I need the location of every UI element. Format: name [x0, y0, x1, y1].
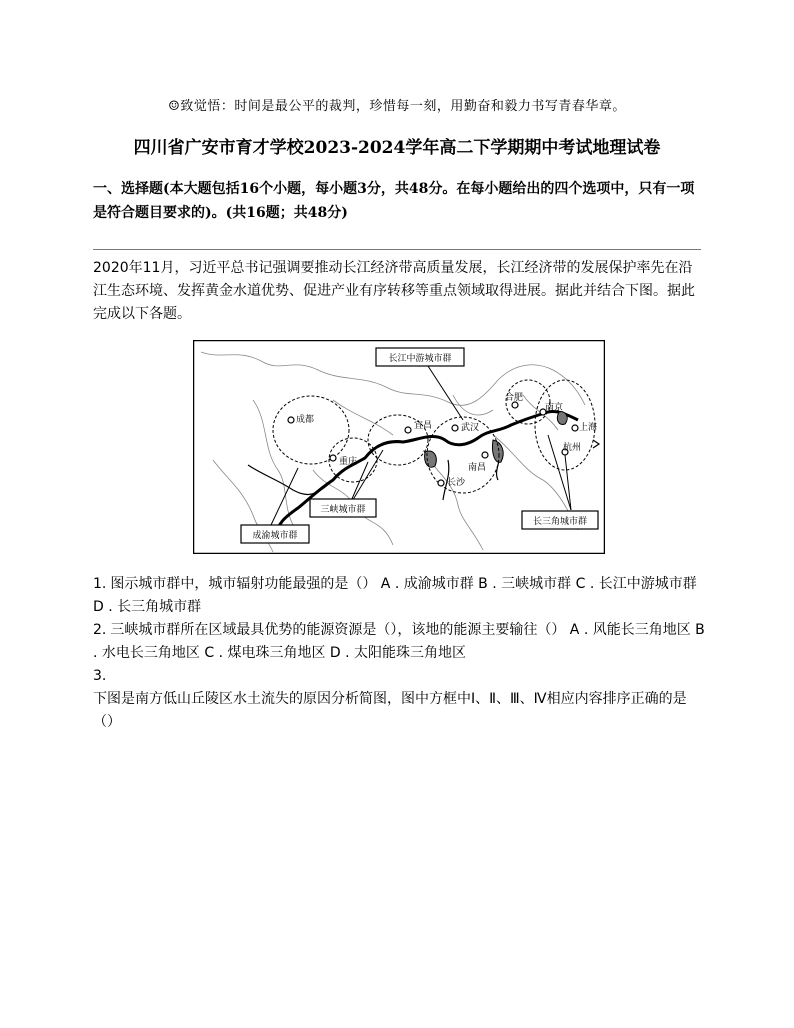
question-2: [93, 619, 705, 665]
taihu-lake: [557, 412, 567, 425]
question-text: 三峡城市群所在区域最具优势的能源资源是（），该地的能源主要输往（） A . 风能长三角地区 B . 水电长三角地区 C . 煤电珠三角地区 D . 太阳能珠三角地区: [93, 622, 705, 661]
section-heading: 一、选择题(本大题包括16个小题，每小题3分，共48分。在每小题给出的四个选项中，只有一项是符合题目要求的)。(共16题；共48分): [93, 181, 695, 221]
question-number: 2.: [93, 622, 107, 638]
city-chongqing: 重庆: [339, 457, 358, 467]
question-list: [93, 573, 705, 734]
city-chengdu: 成都: [296, 415, 315, 425]
question-number: 1.: [93, 576, 107, 592]
divider: [93, 249, 701, 250]
yangtze-economic-belt-map: [193, 340, 605, 554]
city-wuhan: 武汉: [461, 423, 480, 433]
city-yichang: 宜昌: [414, 421, 433, 431]
question-1: [93, 573, 705, 619]
question-3: [93, 688, 705, 734]
city-hangzhou: 杭州: [563, 443, 582, 453]
exam-title: 四川省广安市育才学校2023-2024学年高二下学期期中考试地理试卷: [133, 138, 661, 158]
question-3-number: [93, 665, 705, 688]
motto-line: ☺致觉悟：时间是最公平的裁判，珍惜每一刻，用勤奋和毅力书写青春华章。: [168, 99, 626, 114]
city-nanchang: 南昌: [468, 463, 487, 473]
question-text: 图示城市群中，城市辐射功能最强的是（） A . 成渝城市群 B . 三峡城市群 C . 长江中游城市群 D . 长三角城市群: [93, 576, 697, 615]
question-text: 下图是南方低山丘陵区水土流失的原因分析简图，图中方框中Ⅰ、Ⅱ、Ⅲ、Ⅳ相应内容排序正确的是（）: [93, 691, 687, 730]
city-shanghai: 上海: [579, 423, 598, 433]
city-hefei: 合肥: [505, 393, 524, 403]
question-number: 3.: [93, 668, 107, 684]
label-chengyu-cluster: 成渝城市群: [252, 531, 298, 541]
city-changsha: 长沙: [447, 478, 466, 488]
label-middle-cluster: 长江中游城市群: [388, 354, 452, 364]
city-nanjing: 南京: [545, 403, 564, 413]
question-intro: 2020年11月，习近平总书记强调要推动长江经济带高质量发展，长江经济带的发展保护率先在沿江生态环境、发挥黄金水道优势、促进产业有序转移等重点领域取得进展。据此并结合下图。据此完成以下各题。: [93, 260, 695, 322]
dongting-lake: [425, 451, 437, 467]
label-yrd-cluster: 长三角城市群: [532, 517, 588, 527]
label-sanxia-cluster: 三峡城市群: [320, 505, 366, 515]
